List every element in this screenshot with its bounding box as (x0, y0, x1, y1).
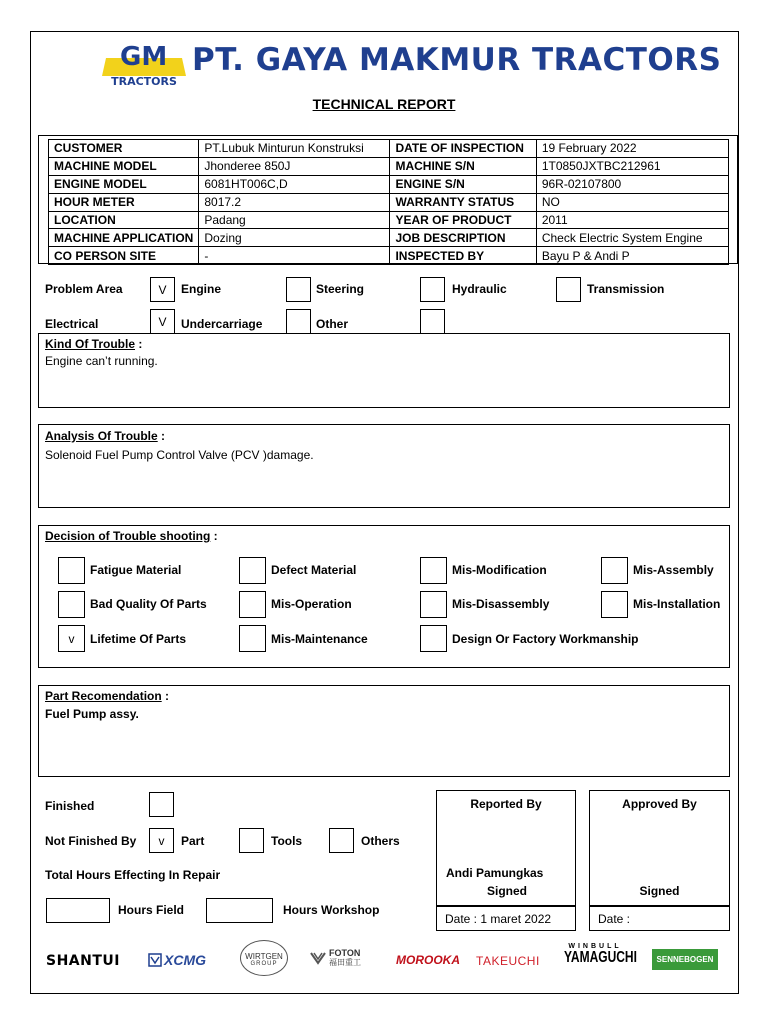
inspected-value: Bayu P & Andi P (536, 247, 728, 265)
part-checkbox[interactable]: v (149, 828, 174, 853)
part-recommendation-box (38, 685, 730, 777)
mis-operation-checkbox[interactable] (239, 591, 266, 618)
part-title-colon: : (161, 689, 170, 703)
kind-title-text: Kind Of Trouble (45, 337, 135, 351)
hours-field-input[interactable] (46, 898, 110, 923)
mis-modification-label: Mis-Modification (452, 563, 547, 577)
analysis-text: Solenoid Fuel Pump Control Valve (PCV )damage. (45, 448, 314, 462)
steering-checkbox[interactable] (286, 277, 311, 302)
not-finished-label: Not Finished By (45, 834, 137, 848)
wirtgen-text: WIRTGEN (245, 952, 283, 961)
hour-label: HOUR METER (49, 193, 199, 211)
table-row (49, 229, 729, 247)
morooka-logo: MOROOKA (396, 953, 460, 967)
engine-label: Engine (181, 282, 222, 296)
foton-logo (310, 949, 361, 967)
foton-sub: 福田重工 (329, 958, 361, 967)
part-title (45, 689, 169, 703)
kind-title-colon: : (135, 337, 143, 351)
table-row (49, 175, 729, 193)
mis-operation-label: Mis-Operation (271, 597, 352, 611)
year-label: YEAR OF PRODUCT (390, 211, 536, 229)
design-checkbox[interactable] (420, 625, 447, 652)
shantui-logo: SHANTUI (46, 953, 120, 969)
engine-checkbox[interactable]: V (150, 277, 175, 302)
approved-date-box (589, 906, 730, 931)
mis-installation-label: Mis-Installation (633, 597, 721, 611)
mis-assembly-checkbox[interactable] (601, 557, 628, 584)
part-title-text: Part Recomendation (45, 689, 162, 703)
info-table-frame (38, 135, 738, 264)
others-checkbox[interactable] (329, 828, 354, 853)
wirtgen-sub: GROUP (250, 961, 278, 967)
approved-date: Date : (598, 912, 631, 926)
decision-title-text: Decision of Trouble shooting (45, 529, 211, 543)
transmission-label: Transmission (587, 282, 665, 296)
wirtgen-logo (240, 940, 288, 976)
hour-value: 8017.2 (199, 193, 390, 211)
lifetime-label: Lifetime Of Parts (90, 632, 187, 646)
gm-logo (102, 38, 186, 88)
table-row (49, 193, 729, 211)
model-value: Jhonderee 850J (199, 157, 390, 175)
foton-icon (310, 951, 326, 965)
undercarriage-checkbox[interactable]: V (150, 309, 175, 334)
yamaguchi-logo (564, 943, 637, 967)
reported-by-title: Reported By (470, 797, 542, 811)
table-row (49, 211, 729, 229)
lifetime-checkbox[interactable]: v (58, 625, 85, 652)
winbull-text: WINBULL (568, 943, 622, 950)
analysis-title (45, 429, 165, 443)
tools-checkbox[interactable] (239, 828, 264, 853)
defect-label: Defect Material (271, 563, 357, 577)
engine-sn-value: 96R-02107800 (536, 175, 728, 193)
decision-title-colon: : (210, 529, 218, 543)
application-value: Dozing (199, 229, 390, 247)
engine-sn-label: ENGINE S/N (390, 175, 536, 193)
mis-disassembly-checkbox[interactable] (420, 591, 447, 618)
reported-date: Date : 1 maret 2022 (445, 912, 552, 926)
hydraulic-label: Hydraulic (452, 282, 507, 296)
mis-maintenance-label: Mis-Maintenance (271, 632, 368, 646)
reported-by-name: Andi Pamungkas (446, 866, 544, 880)
transmission-checkbox[interactable] (556, 277, 581, 302)
steering-label: Steering (316, 282, 365, 296)
part-label: Part (181, 834, 205, 848)
engine-model-label: ENGINE MODEL (49, 175, 199, 193)
hydraulic-checkbox[interactable] (420, 277, 445, 302)
date-label: DATE OF INSPECTION (390, 140, 536, 158)
customer-label: CUSTOMER (49, 140, 199, 158)
fatigue-label: Fatigue Material (90, 563, 182, 577)
co-label: CO PERSON SITE (49, 247, 199, 265)
xcmg-text: XCMG (164, 952, 206, 968)
xcmg-icon (148, 953, 162, 967)
part-text: Fuel Pump assy. (45, 707, 139, 721)
approved-by-box (589, 790, 730, 906)
customer-value: PT.Lubuk Minturun Konstruksi (199, 140, 390, 158)
sennebogen-logo: SENNEBOGEN (652, 949, 718, 970)
mis-installation-checkbox[interactable] (601, 591, 628, 618)
location-value: Padang (199, 211, 390, 229)
total-hours-label: Total Hours Effecting In Repair (45, 868, 221, 882)
hours-workshop-input[interactable] (206, 898, 273, 923)
design-label: Design Or Factory Workmanship (452, 632, 639, 646)
sn-value: 1T0850JXTBC212961 (536, 157, 728, 175)
brand-logos (44, 940, 724, 980)
yamaguchi-text: YAMAGUCHI (564, 947, 637, 967)
analysis-title-colon: : (157, 429, 166, 443)
decision-title (45, 529, 218, 543)
bad-quality-label: Bad Quality Of Parts (90, 597, 207, 611)
date-value: 19 February 2022 (536, 140, 728, 158)
inspected-label: INSPECTED BY (390, 247, 536, 265)
analysis-box (38, 424, 730, 508)
sn-label: MACHINE S/N (390, 157, 536, 175)
analysis-title-text: Analysis Of Trouble (45, 429, 158, 443)
report-title: TECHNICAL REPORT (312, 96, 456, 112)
reported-date-box (436, 906, 576, 931)
finished-label: Finished (45, 799, 95, 813)
year-value: 2011 (536, 211, 728, 229)
reported-by-signed: Signed (487, 884, 528, 898)
kind-of-trouble-box (38, 333, 730, 408)
approved-by-title: Approved By (622, 797, 697, 811)
undercarriage-label: Undercarriage (181, 317, 263, 331)
engine-model-value: 6081HT006C,D (199, 175, 390, 193)
mis-modification-checkbox[interactable] (420, 557, 447, 584)
foton-text: FOTON (329, 948, 361, 958)
model-label: MACHINE MODEL (49, 157, 199, 175)
svg-text:TRACTORS: TRACTORS (111, 75, 177, 88)
tools-label: Tools (271, 834, 303, 848)
job-label: JOB DESCRIPTION (390, 229, 536, 247)
electrical-label: Electrical (45, 317, 99, 331)
mis-disassembly-label: Mis-Disassembly (452, 597, 550, 611)
bad-quality-checkbox[interactable] (58, 591, 85, 618)
hours-workshop-label: Hours Workshop (283, 903, 380, 917)
job-value: Check Electric System Engine (536, 229, 728, 247)
other-checkbox[interactable] (286, 309, 311, 334)
approved-by-signed: Signed (639, 884, 680, 898)
co-value: - (199, 247, 390, 265)
electrical-checkbox[interactable] (420, 309, 445, 334)
others-label: Others (361, 834, 400, 848)
table-row (49, 247, 729, 265)
mis-maintenance-checkbox[interactable] (239, 625, 266, 652)
table-row (49, 157, 729, 175)
mis-assembly-label: Mis-Assembly (633, 563, 714, 577)
table-row (49, 140, 729, 158)
hours-field-label: Hours Field (118, 903, 185, 917)
other-label: Other (316, 317, 349, 331)
warranty-label: WARRANTY STATUS (390, 193, 536, 211)
location-label: LOCATION (49, 211, 199, 229)
warranty-value: NO (536, 193, 728, 211)
defect-checkbox[interactable] (239, 557, 266, 584)
xcmg-logo (148, 952, 206, 968)
problem-area-label: Problem Area (45, 282, 123, 296)
reported-by-box (436, 790, 576, 906)
application-label: MACHINE APPLICATION (49, 229, 199, 247)
takeuchi-logo: TAKEUCHI (476, 954, 540, 968)
kind-of-trouble-title (45, 337, 142, 351)
kind-of-trouble-text: Engine can’t running. (45, 354, 158, 368)
company-name: PT. GAYA MAKMUR TRACTORS (192, 42, 722, 78)
svg-text:GM: GM (120, 42, 168, 72)
finished-checkbox[interactable] (149, 792, 174, 817)
info-table (48, 139, 729, 265)
fatigue-checkbox[interactable] (58, 557, 85, 584)
